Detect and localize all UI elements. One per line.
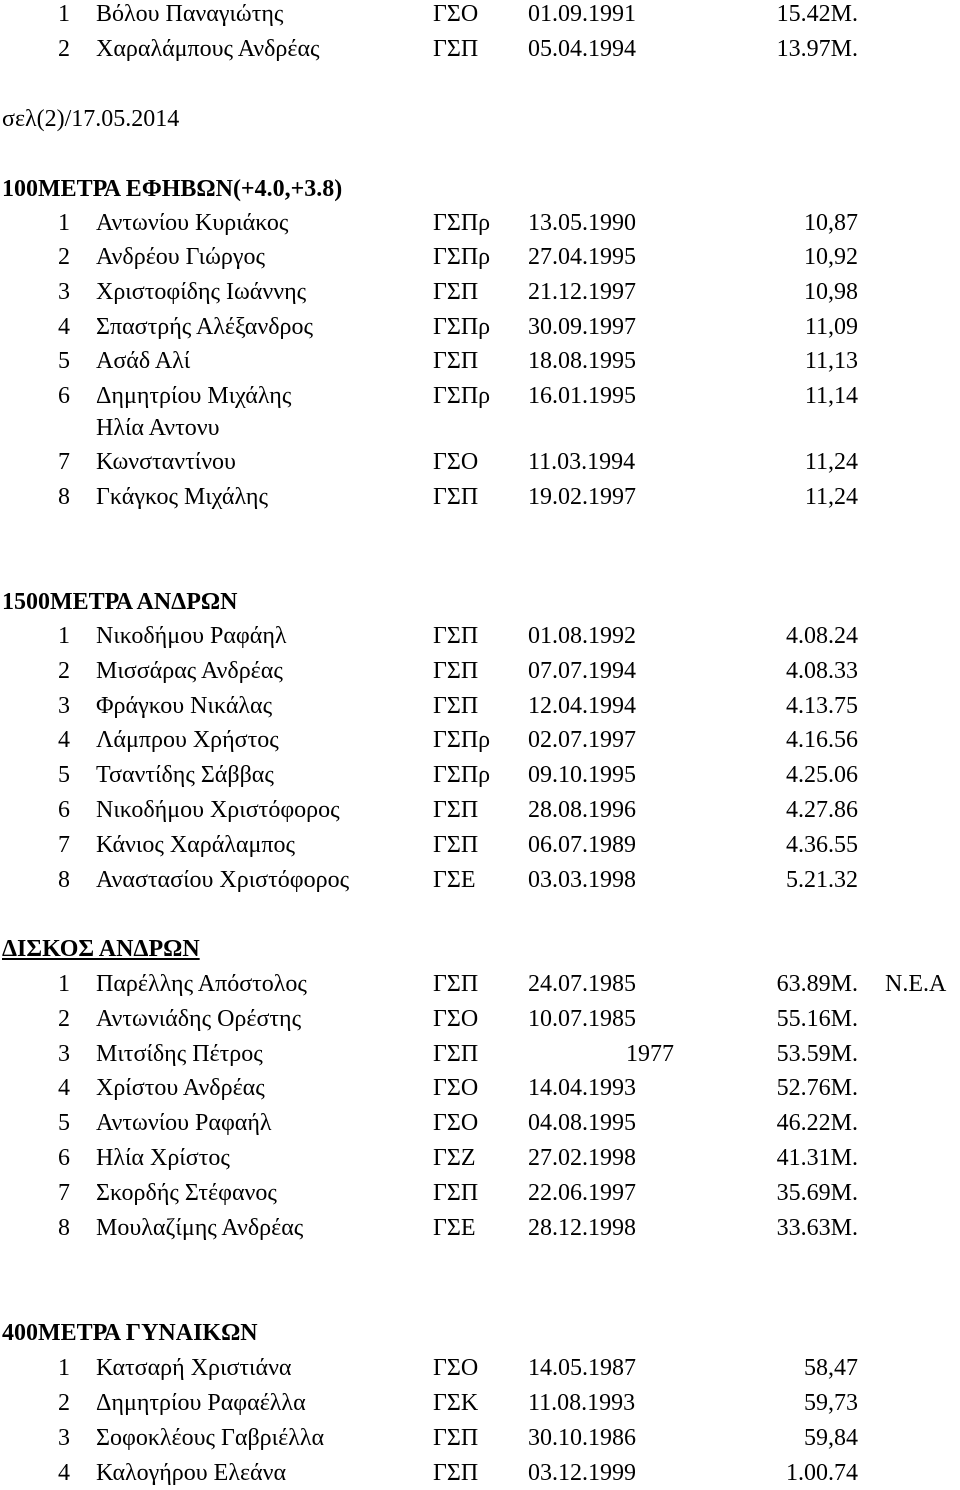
- athlete-name: Χαραλάμπους Ανδρέας: [96, 36, 320, 62]
- result: 4.08.24: [786, 623, 858, 649]
- birth-date: 16.01.1995: [528, 383, 636, 409]
- rank: 4: [58, 314, 70, 340]
- birth-date: 06.07.1989: [528, 832, 636, 858]
- page-date: σελ(2)/17.05.2014: [2, 106, 180, 132]
- section-heading-discus: [0, 932, 960, 966]
- section-heading-100m: [0, 172, 960, 206]
- result-row: [0, 1211, 960, 1245]
- rank: 6: [58, 797, 70, 823]
- birth-date: 04.08.1995: [528, 1110, 636, 1136]
- result-row: [0, 1351, 960, 1385]
- result-row: [0, 310, 960, 344]
- birth-date: 27.02.1998: [528, 1145, 636, 1171]
- rank: 1: [58, 971, 70, 997]
- club: ΓΣΠ: [433, 1460, 479, 1486]
- athlete-name: Μουλαζίμης Ανδρέας: [96, 1215, 304, 1241]
- rank: 8: [58, 867, 70, 893]
- rank: 3: [58, 693, 70, 719]
- birth-date: 27.04.1995: [528, 244, 636, 270]
- club: ΓΣΠ: [433, 36, 479, 62]
- athlete-name: Μιτσίδης Πέτρος: [96, 1041, 263, 1067]
- athlete-name: Ηλία Χρίστος: [96, 1145, 230, 1171]
- result: 10,92: [804, 244, 858, 270]
- rank: 2: [58, 244, 70, 270]
- section-heading-1500m: [0, 585, 960, 619]
- rank: 2: [58, 1390, 70, 1416]
- club: ΓΣΠ: [433, 693, 479, 719]
- result-row: [0, 793, 960, 827]
- rank: 8: [58, 1215, 70, 1241]
- club: ΓΣΟ: [433, 1, 479, 27]
- result-row: [0, 723, 960, 757]
- club: ΓΣΠ: [433, 348, 479, 374]
- birth-date: 30.10.1986: [528, 1425, 636, 1451]
- result-row: [0, 445, 960, 479]
- result-row: [0, 0, 960, 31]
- result: 46.22Μ.: [776, 1110, 858, 1136]
- birth-date: 05.04.1994: [528, 36, 636, 62]
- result: 52.76Μ.: [776, 1075, 858, 1101]
- club: ΓΣΠρ: [433, 762, 491, 788]
- birth-date: 30.09.1997: [528, 314, 636, 340]
- result-row: [0, 1071, 960, 1105]
- rank: 5: [58, 348, 70, 374]
- rank: 2: [58, 658, 70, 684]
- athlete-name-line1: Ηλία Αντονυ: [96, 415, 220, 441]
- club: ΓΣΠ: [433, 1041, 479, 1067]
- section-title: ΔΙΣΚΟΣ ΑΝΔΡΩΝ: [2, 936, 200, 962]
- result: 11,09: [804, 314, 858, 340]
- result: 53.59Μ.: [776, 1041, 858, 1067]
- rank: 7: [58, 449, 70, 475]
- rank: 2: [58, 1006, 70, 1032]
- result: 59,73: [804, 1390, 858, 1416]
- rank: 7: [58, 832, 70, 858]
- club: ΓΣΟ: [433, 1110, 479, 1136]
- birth-date: 19.02.1997: [528, 484, 636, 510]
- rank: 2: [58, 36, 70, 62]
- result-row: [0, 32, 960, 66]
- birth-date: 03.12.1999: [528, 1460, 636, 1486]
- result-row: [0, 828, 960, 862]
- club: ΓΣΠ: [433, 623, 479, 649]
- athlete-name: Αντωνίου Ραφαήλ: [96, 1110, 272, 1136]
- rank: 4: [58, 1460, 70, 1486]
- birth-date: 14.05.1987: [528, 1355, 636, 1381]
- athlete-name: Παρέλλης Απόστολος: [96, 971, 307, 997]
- club: ΓΣΚ: [433, 1390, 479, 1416]
- athlete-name: Δημητρίου Μιχάλης: [96, 383, 292, 409]
- result: 10,98: [804, 279, 858, 305]
- result: 41.31Μ.: [776, 1145, 858, 1171]
- athlete-name: Κάνιος Χαράλαμπος: [96, 832, 295, 858]
- athlete-name: Γκάγκος Μιχάλης: [96, 484, 268, 510]
- result-row: [0, 1002, 960, 1036]
- result-row: [0, 619, 960, 653]
- birth-date: 11.08.1993: [528, 1390, 636, 1416]
- club: ΓΣΟ: [433, 1075, 479, 1101]
- result-row: [0, 1176, 960, 1210]
- club: ΓΣΠρ: [433, 383, 491, 409]
- athlete-name: Σοφοκλέους Γαβριέλλα: [96, 1425, 325, 1451]
- club: ΓΣΕ: [433, 867, 476, 893]
- birth-date: 09.10.1995: [528, 762, 636, 788]
- result: 10,87: [804, 210, 858, 236]
- rank: 7: [58, 1180, 70, 1206]
- result: 11,13: [804, 348, 858, 374]
- birth-date: 07.07.1994: [528, 658, 636, 684]
- athlete-name: Ανδρέου Γιώργος: [96, 244, 266, 270]
- rank: 8: [58, 484, 70, 510]
- club: ΓΣΠρ: [433, 210, 491, 236]
- date-line: [0, 102, 960, 136]
- result-row: [0, 1421, 960, 1455]
- athlete-name: Σκορδής Στέφανος: [96, 1180, 277, 1206]
- rank: 6: [58, 383, 70, 409]
- club: ΓΣΟ: [433, 1006, 479, 1032]
- birth-date: 28.12.1998: [528, 1215, 636, 1241]
- rank: 1: [58, 1, 70, 27]
- result: 63.89Μ.: [776, 971, 858, 997]
- birth-date: 1977: [626, 1041, 674, 1067]
- birth-date: 02.07.1997: [528, 727, 636, 753]
- result: 11,24: [804, 449, 858, 475]
- birth-date: 10.07.1985: [528, 1006, 636, 1032]
- result-row: [0, 275, 960, 309]
- athlete-name: Σπαστρής Αλέξανδρος: [96, 314, 314, 340]
- result-row: [0, 344, 960, 378]
- result: 58,47: [804, 1355, 858, 1381]
- result: 15.42Μ.: [776, 1, 858, 27]
- result: 11,24: [804, 484, 858, 510]
- athlete-name: Ασάδ Αλί: [96, 348, 191, 374]
- result: 4.25.06: [786, 762, 858, 788]
- club: ΓΣΠ: [433, 1180, 479, 1206]
- athlete-name: Τσαντίδης Σάββας: [96, 762, 274, 788]
- athlete-name: Καλογήρου Ελεάνα: [96, 1460, 287, 1486]
- club: ΓΣΠρ: [433, 244, 491, 270]
- section-title: 400ΜΕΤΡΑ ΓΥΝΑΙΚΩΝ: [2, 1320, 258, 1346]
- athlete-name: Αντωνιάδης Ορέστης: [96, 1006, 302, 1032]
- result-row: [0, 480, 960, 514]
- result: 5.21.32: [786, 867, 858, 893]
- result-row: [0, 1106, 960, 1140]
- birth-date: 01.09.1991: [528, 1, 636, 27]
- club: ΓΣΠρ: [433, 314, 491, 340]
- athlete-name: Νικοδήμου Χριστόφορος: [96, 797, 340, 823]
- section-title: 100ΜΕΤΡΑ ΕΦΗΒΩΝ(+4.0,+3.8): [2, 176, 343, 202]
- rank: 1: [58, 1355, 70, 1381]
- section-heading-400m-women: [0, 1316, 960, 1350]
- athlete-name: Χριστοφίδης Ιωάννης: [96, 279, 307, 305]
- birth-date: 18.08.1995: [528, 348, 636, 374]
- birth-date: 24.07.1985: [528, 971, 636, 997]
- birth-date: 13.05.1990: [528, 210, 636, 236]
- athlete-name: Δημητρίου Ραφαέλλα: [96, 1390, 306, 1416]
- birth-date: 14.04.1993: [528, 1075, 636, 1101]
- result-row: [0, 1386, 960, 1420]
- result: 33.63Μ.: [776, 1215, 858, 1241]
- result: 13.97Μ.: [776, 36, 858, 62]
- athlete-name: Κωνσταντίνου: [96, 449, 236, 475]
- club: ΓΣΠ: [433, 658, 479, 684]
- result-row: [0, 758, 960, 792]
- club: ΓΣΟ: [433, 449, 479, 475]
- birth-date: 28.08.1996: [528, 797, 636, 823]
- birth-date: 12.04.1994: [528, 693, 636, 719]
- club: ΓΣΕ: [433, 1215, 476, 1241]
- rank: 3: [58, 1041, 70, 1067]
- result: 4.36.55: [786, 832, 858, 858]
- rank: 5: [58, 762, 70, 788]
- result-row: [0, 689, 960, 723]
- athlete-name: Βόλου Παναγιώτης: [96, 1, 284, 27]
- rank: 4: [58, 1075, 70, 1101]
- birth-date: 03.03.1998: [528, 867, 636, 893]
- athlete-name: Αντωνίου Κυριάκος: [96, 210, 289, 236]
- athlete-name: Αναστασίου Χριστόφορος: [96, 867, 350, 893]
- result: 55.16Μ.: [776, 1006, 858, 1032]
- club: ΓΣΠ: [433, 1425, 479, 1451]
- rank: 1: [58, 210, 70, 236]
- result-row: [0, 1141, 960, 1175]
- result: 4.27.86: [786, 797, 858, 823]
- birth-date: 01.08.1992: [528, 623, 636, 649]
- result-row: [0, 411, 960, 445]
- club: ΓΣΠ: [433, 797, 479, 823]
- result-row: [0, 240, 960, 274]
- club: ΓΣΠρ: [433, 727, 491, 753]
- club: ΓΣΠ: [433, 971, 479, 997]
- section-title: 1500ΜΕΤΡΑ ΑΝΔΡΩΝ: [2, 589, 238, 615]
- result-row: [0, 863, 960, 897]
- result-row: [0, 967, 960, 1001]
- birth-date: 21.12.1997: [528, 279, 636, 305]
- athlete-name: Νικοδήμου Ραφάηλ: [96, 623, 287, 649]
- result: 59,84: [804, 1425, 858, 1451]
- athlete-name: Λάμπρου Χρήστος: [96, 727, 279, 753]
- result: 4.13.75: [786, 693, 858, 719]
- result: 4.08.33: [786, 658, 858, 684]
- result: 1.00.74: [786, 1460, 858, 1486]
- athlete-name: Φράγκου Νικάλας: [96, 693, 273, 719]
- club: ΓΣΠ: [433, 279, 479, 305]
- result-row: [0, 1037, 960, 1071]
- record-note: Ν.Ε.Α: [885, 971, 947, 997]
- club: ΓΣΠ: [433, 832, 479, 858]
- result-row: [0, 1456, 960, 1490]
- rank: 4: [58, 727, 70, 753]
- birth-date: 11.03.1994: [528, 449, 636, 475]
- result: 35.69Μ.: [776, 1180, 858, 1206]
- rank: 3: [58, 279, 70, 305]
- rank: 3: [58, 1425, 70, 1451]
- rank: 1: [58, 623, 70, 649]
- athlete-name: Μισσάρας Ανδρέας: [96, 658, 283, 684]
- result-row: [0, 206, 960, 240]
- rank: 5: [58, 1110, 70, 1136]
- club: ΓΣΖ: [433, 1145, 476, 1171]
- club: ΓΣΟ: [433, 1355, 479, 1381]
- result: 4.16.56: [786, 727, 858, 753]
- result-row: [0, 654, 960, 688]
- club: ΓΣΠ: [433, 484, 479, 510]
- result: 11,14: [804, 383, 858, 409]
- rank: 6: [58, 1145, 70, 1171]
- birth-date: 22.06.1997: [528, 1180, 636, 1206]
- result-row: [0, 379, 960, 413]
- athlete-name: Χρίστου Ανδρέας: [96, 1075, 265, 1101]
- athlete-name: Κατσαρή Χριστιάνα: [96, 1355, 292, 1381]
